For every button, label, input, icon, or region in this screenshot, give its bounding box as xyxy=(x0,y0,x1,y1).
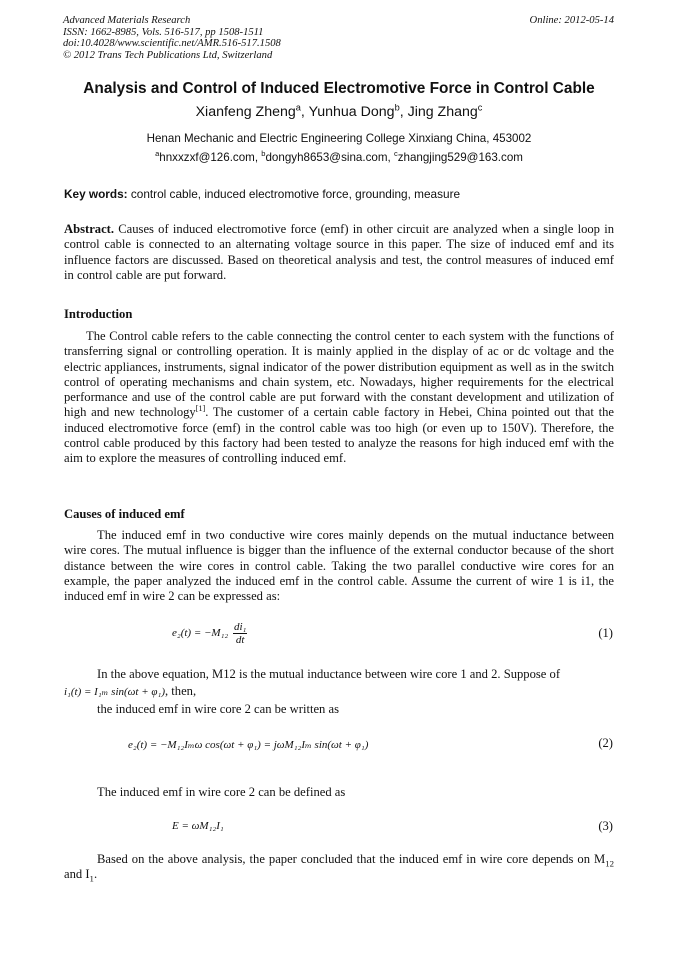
author-separator: , xyxy=(399,104,408,120)
author-mark: a xyxy=(295,102,301,113)
inline-then: , then, xyxy=(165,684,197,698)
email-link[interactable]: zhangjing529@163.com xyxy=(397,151,523,164)
causes-paragraph-2b: the induced emf in wire core 2 can be written as xyxy=(97,702,339,716)
author-mark: b xyxy=(394,102,400,113)
doi-line: doi:10.4028/www.scientific.net/AMR.516-517.1508 xyxy=(63,38,281,50)
introduction-text: The Control cable refers to the cable connecting the control center to each system with the functions of transferring signal or controlling operation. It is mainly applied in the display of ac or dc voltage and the electric appliances, instruments, signal indicator of the power distribution equipment as well as in the switch control of operating mechanisms and chain system, etc. Nowadays, higher requirements for the electrical performance and use of the control cable are put forward with the constant development and utilization of high and new technology xyxy=(64,329,614,420)
author-name: Yunhua Dong xyxy=(308,104,395,120)
inline-equation-line xyxy=(64,684,196,699)
equation-1 xyxy=(172,621,249,646)
author-list xyxy=(0,104,678,120)
paper-title: Analysis and Control of Induced Electromotive Force in Control Cable xyxy=(83,80,595,97)
equation-number-2: (2) xyxy=(598,736,613,750)
issn-line: ISSN: 1662-8985, Vols. 516-517, pp 1508-1511 xyxy=(63,26,264,38)
author-name: Jing Zhang xyxy=(407,104,478,120)
abstract-text: Causes of induced electromotive force (emf) in other circuit are analyzed when a single loop in control cable is connected to an alternating voltage source in this paper. The size of induced emf and its influence factors are discussed. Based on theoretical analysis and test, the control measures of induced emf in control cable are put forward. xyxy=(64,222,614,282)
email-link[interactable]: dongyh8653@sina.com xyxy=(265,151,388,164)
email-mark: b xyxy=(261,149,266,159)
fraction xyxy=(233,621,247,646)
journal-name: Advanced Materials Research xyxy=(63,15,191,26)
abstract xyxy=(64,222,614,283)
equation-3: E = ωM₁₂I₁ xyxy=(172,820,224,832)
email-separator: , xyxy=(254,151,262,164)
introduction-paragraph xyxy=(64,329,614,467)
equation-number-3: (3) xyxy=(598,819,613,833)
email-separator: , xyxy=(387,151,394,164)
fraction-denominator: dt xyxy=(235,634,245,646)
paragraph-4-text: Based on the above analysis, the paper concluded that the induced emf in wire core depends on M xyxy=(97,852,606,866)
author-name: Xianfeng Zheng xyxy=(195,104,296,120)
equation-1-lhs: e₂(t) = −M₁₂ xyxy=(172,627,229,640)
subscript-12: 12 xyxy=(605,858,614,869)
abstract-label: Abstract. xyxy=(64,222,115,236)
equation-2: e₂(t) = −M₁₂Iₘω cos(ωt + φ₁) = jωM₁₂Iₘ sin(ωt + φ₁) xyxy=(128,739,369,751)
keywords-text: control cable, induced electromotive force, grounding, measure xyxy=(127,187,461,201)
affiliation: Henan Mechanic and Electric Engineering College Xinxiang China, 453002 xyxy=(146,132,532,145)
author-separator: , xyxy=(300,104,309,120)
copyright-line: © 2012 Trans Tech Publications Ltd, Switzerland xyxy=(63,49,273,61)
email-mark: c xyxy=(393,149,398,159)
keywords-label: Key words: xyxy=(64,187,128,201)
online-date: Online: 2012-05-14 xyxy=(529,15,614,26)
section-heading-causes: Causes of induced emf xyxy=(64,507,185,521)
introduction-text-cont: . The customer of a certain cable factory in Hebei, China pointed out that the induced electromotive force (emf) in the control cable was too high (or even up to 150V). Therefore, the control cable produced by this factory had been tested to analyze the reasons for high induced emf with the aim to explore the measures of controlling induced emf. xyxy=(64,405,614,466)
keywords xyxy=(64,187,460,201)
causes-paragraph-1: The induced emf in two conductive wire cores mainly depends on the mutual inductance between wire cores. The mutual influence is bigger than the influence of the external conductor because of the short distance between the wire cores in control cable. Taking the two parallel conductive wire cores for an example, the paper analyzed the induced emf in the control cable. Assume the current of wire 1 is i1, the induced emf in wire 2 can be expressed as: xyxy=(64,528,614,604)
causes-paragraph-4 xyxy=(64,852,614,883)
paragraph-4-end: . xyxy=(93,867,98,882)
citation-ref[interactable]: [1] xyxy=(195,404,206,414)
equation-number-1: (1) xyxy=(598,626,613,640)
causes-paragraph-2: In the above equation, M12 is the mutual inductance between wire core 1 and 2. Suppose of xyxy=(97,667,561,681)
causes-paragraph-3: The induced emf in wire core 2 can be defined as xyxy=(97,785,346,799)
fraction-numerator: di₁ xyxy=(234,621,247,633)
subscript-1: 1 xyxy=(89,873,94,884)
email-mark: a xyxy=(155,149,160,159)
author-mark: c xyxy=(477,102,483,113)
section-heading-introduction: Introduction xyxy=(64,307,133,321)
email-link[interactable]: hnxxzxf@126.com xyxy=(159,151,255,164)
inline-equation: i₁(t) = I₁ₘ sin(ωt + φ₁) xyxy=(64,686,165,698)
journal-header xyxy=(63,15,281,61)
email-list xyxy=(0,151,678,164)
paragraph-4-text-b: and I xyxy=(64,867,90,882)
